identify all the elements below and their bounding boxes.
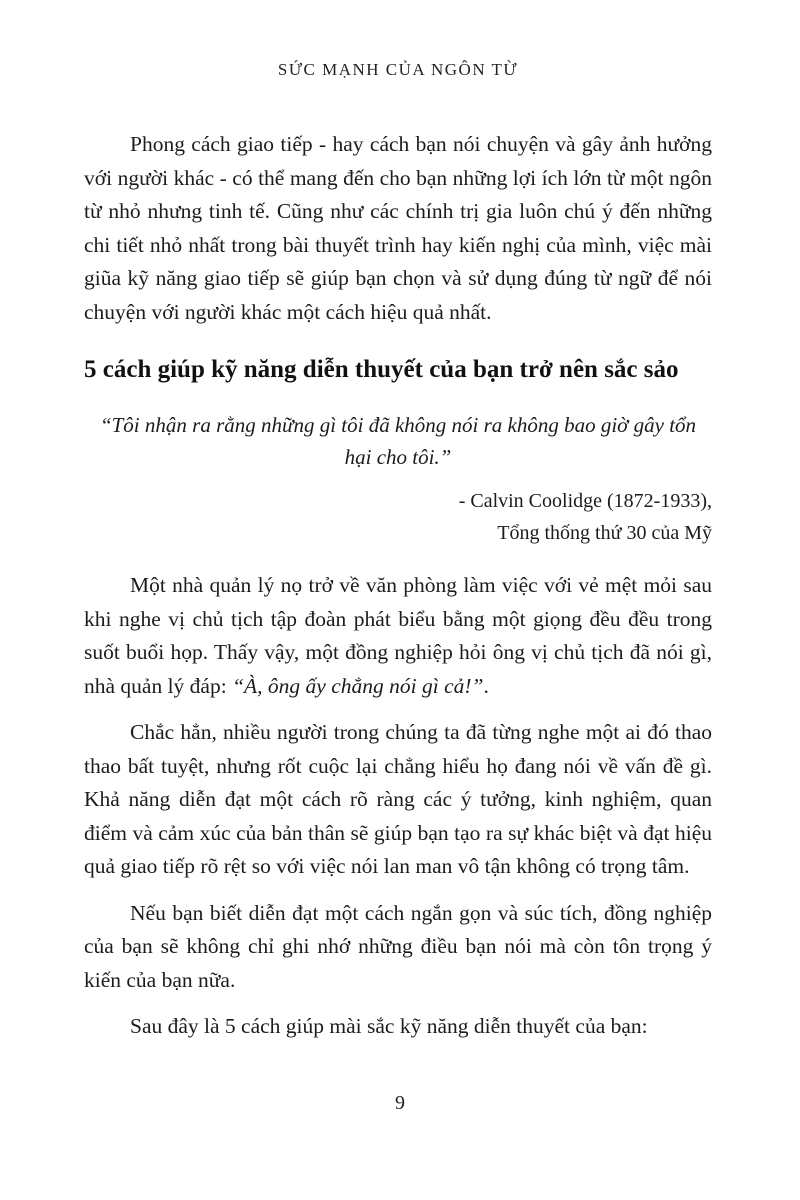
inline-quote: “À, ông ấy chẳng nói gì cả!” <box>232 673 484 698</box>
attribution-title: Tổng thống thứ 30 của Mỹ <box>497 522 712 544</box>
paragraph-benefit: Nếu bạn biết diễn đạt một cách ngắn gọn và súc tích, đồng nghiệp của bạn sẽ không chỉ ghi nhớ những điều bạn nói mà còn tôn trọng ý kiến của bạn nữa. <box>84 900 712 992</box>
paragraph-anecdote-text: Một nhà quản lý nọ trở về văn phòng làm việc với vẻ mệt mỏi sau khi nghe vị chủ tịch tập đoàn phát biểu bằng một giọng đều đều trong suốt buổi họp. Thấy vậy, một đồng nghiệp hỏi ông vị chủ tịch đã nói gì, nhà quản lý đáp: <box>84 573 712 698</box>
paragraph-intro: Phong cách giao tiếp - hay cách bạn nói chuyện và gây ảnh hưởng với người khác - có thể mang đến cho bạn những lợi ích lớn từ một ngôn từ nhỏ nhưng tinh tế. Cũng như các chính trị gia luôn chú ý đến những chi tiết nhỏ nhất trong bài thuyết trình hay kiến nghị của mình, việc mài giũa kỹ năng giao tiếp sẽ giúp bạn chọn và sử dụng đúng từ ngữ để nói chuyện với người khác một cách hiệu quả nhất. <box>84 132 712 324</box>
section-heading: 5 cách giúp kỹ năng diễn thuyết của bạn trở nên sắc sảo <box>84 356 679 383</box>
paragraph-anecdote <box>84 569 712 703</box>
attribution-author: - Calvin Coolidge (1872-1933), <box>458 490 712 512</box>
page-number: 9 <box>395 1092 405 1114</box>
paragraph-explanation: Chắc hẳn, nhiều người trong chúng ta đã từng nghe một ai đó thao thao bất tuyệt, nhưng rốt cuộc lại chẳng hiểu họ đang nói về vấn đề gì. Khả năng diễn đạt một cách rõ ràng các ý tưởng, kinh nghiệm, quan điểm và cảm xúc của bản thân sẽ giúp bạn tạo ra sự khác biệt và đạt hiệu quả giao tiếp rõ rệt so với việc nói lan man vô tận không có trọng tâm. <box>84 720 712 878</box>
paragraph-lead-in: Sau đây là 5 cách giúp mài sắc kỹ năng diễn thuyết của bạn: <box>130 1014 648 1038</box>
quote-attribution <box>84 485 712 549</box>
paragraph-anecdote-period: . <box>483 673 489 698</box>
epigraph-quote: “Tôi nhận ra rằng những gì tôi đã không nói ra không bao giờ gây tổn hại cho tôi.” <box>99 413 697 469</box>
page-content <box>84 128 712 1044</box>
running-header: SỨC MẠNH CỦA NGÔN TỪ <box>277 60 519 79</box>
